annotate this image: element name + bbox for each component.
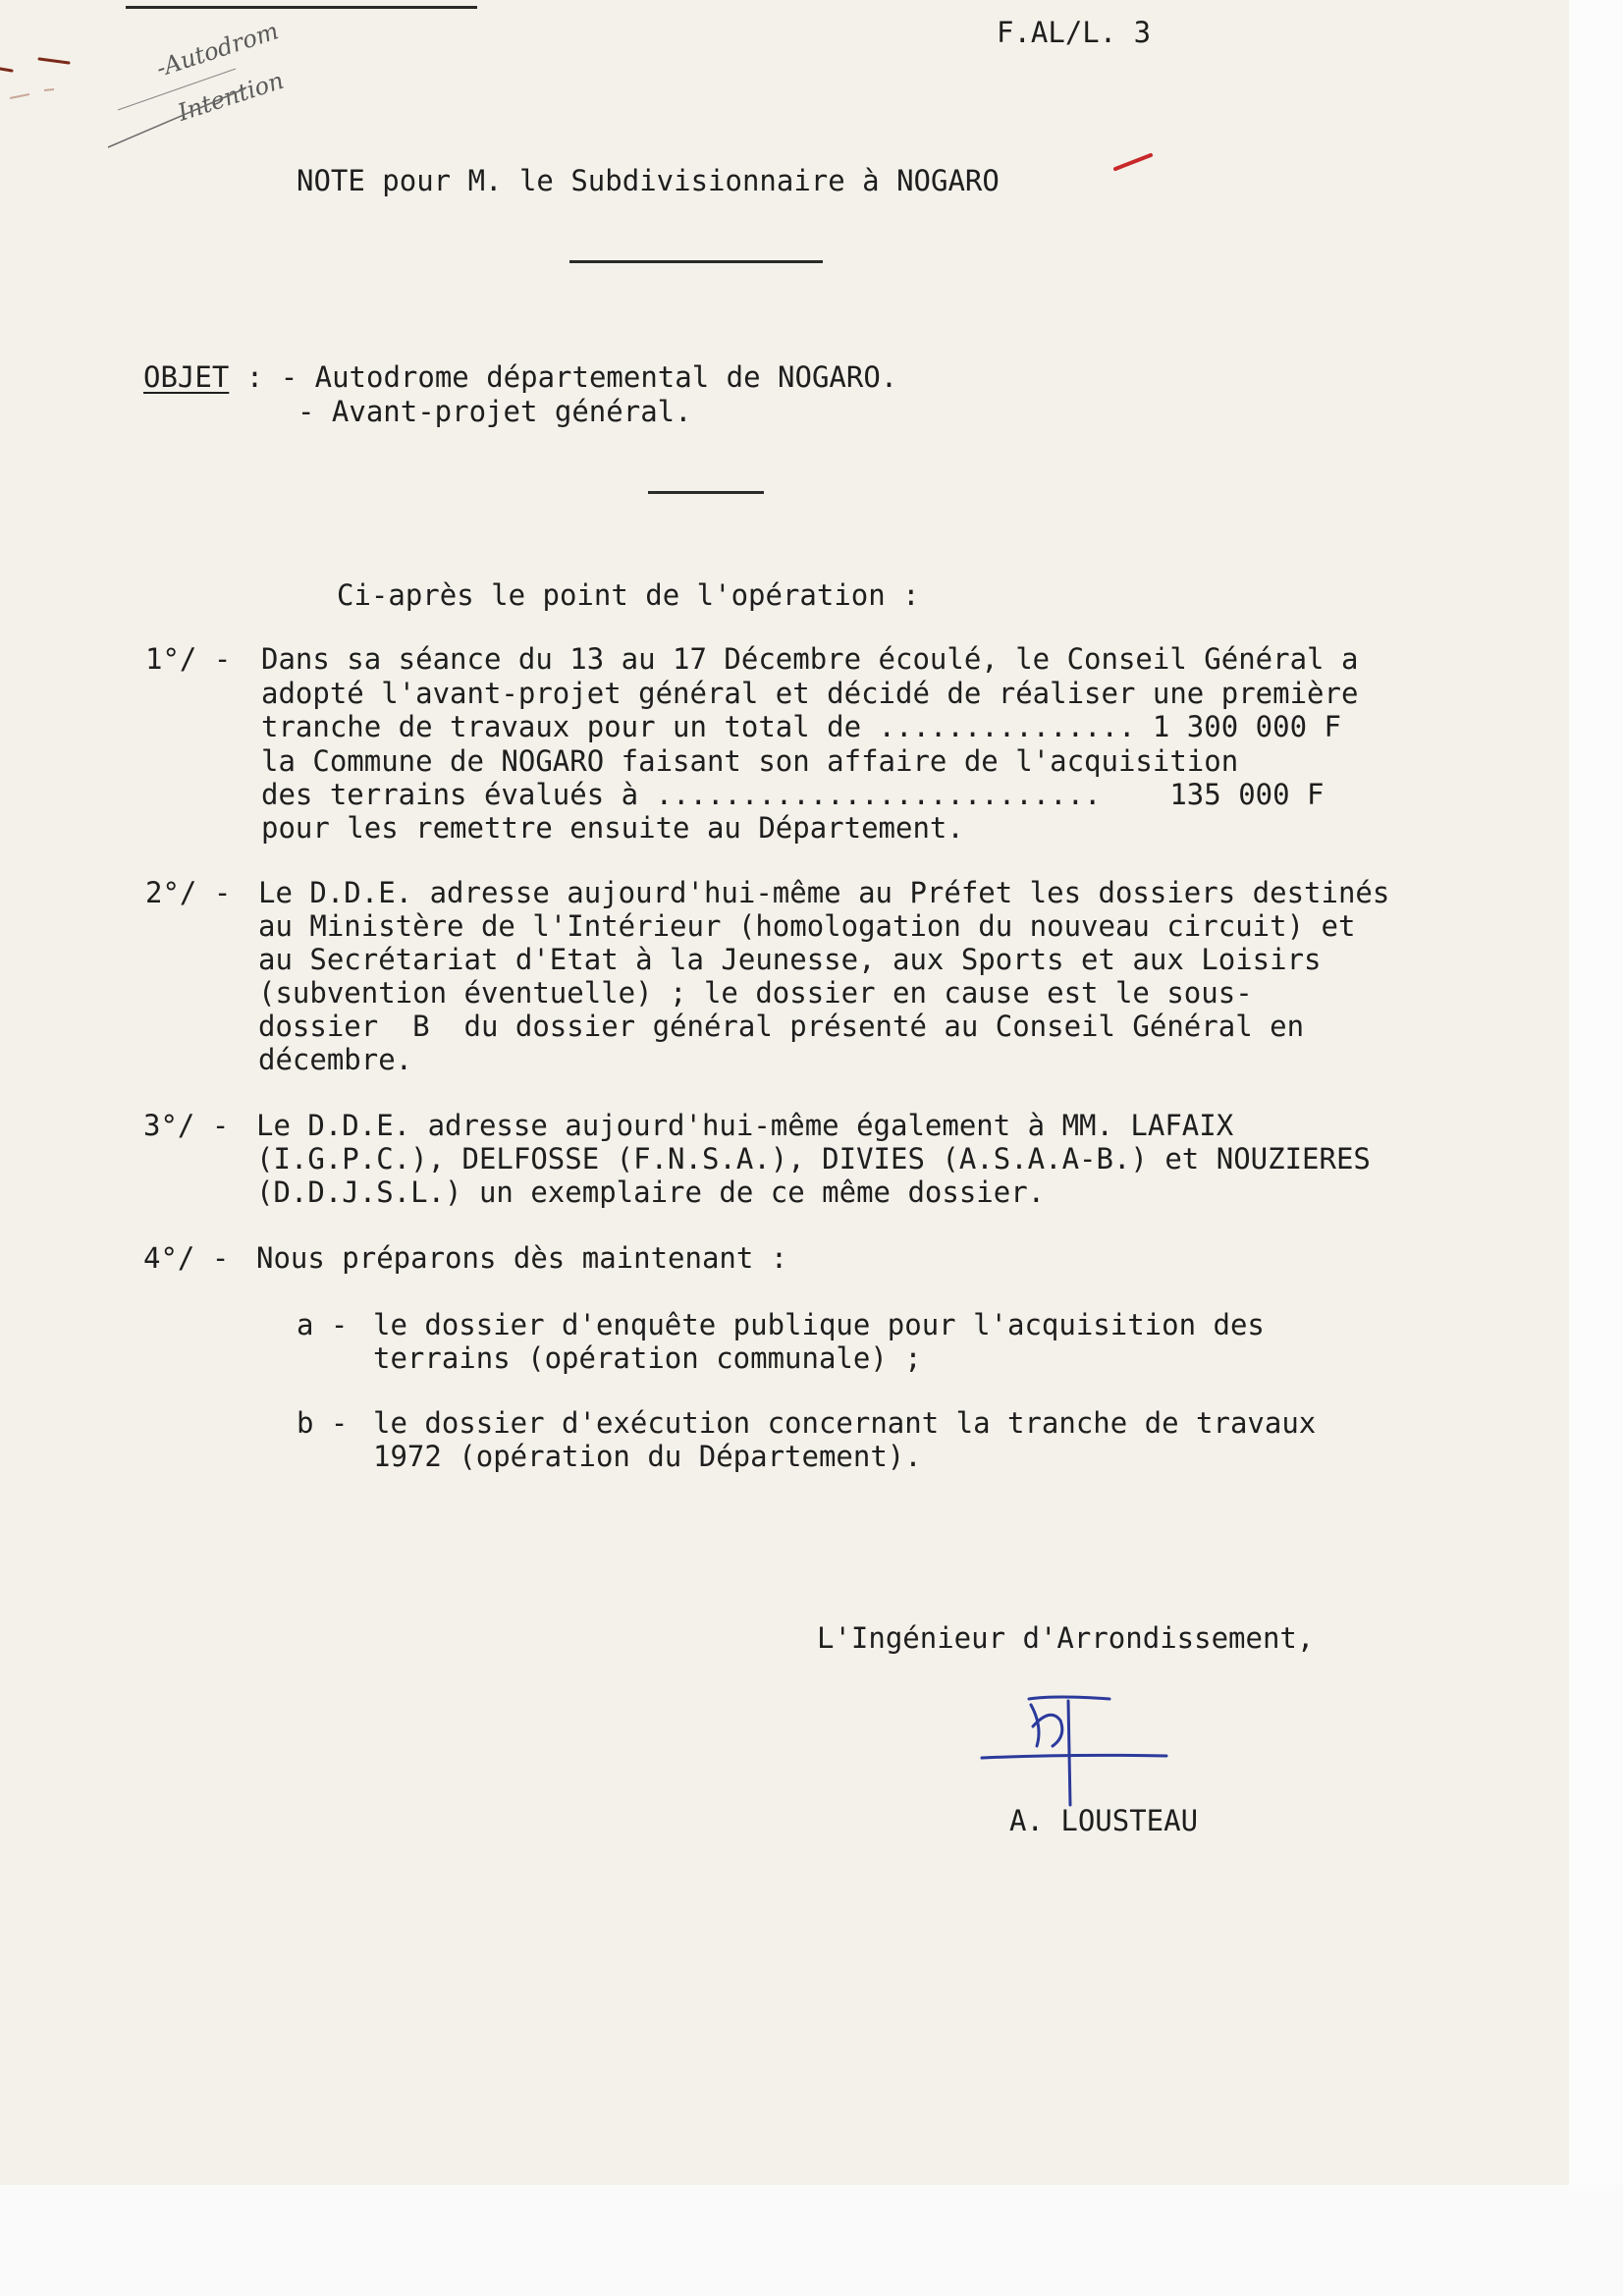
objet-block	[143, 361, 897, 394]
section-3-line: Le D.D.E. adresse aujourd'hui-même également à MM. LAFAIX	[256, 1109, 1234, 1142]
section-4-line: Nous préparons dès maintenant :	[256, 1241, 788, 1275]
objet-separator: :	[229, 360, 281, 394]
section-2-line: dossier B du dossier général présenté au Conseil Général en	[258, 1010, 1305, 1043]
subitem-b-line: le dossier d'exécution concernant la tranche de travaux	[373, 1406, 1317, 1440]
section-3-number: 3°/ -	[143, 1109, 230, 1142]
objet-line-1: - Autodrome départemental de NOGARO.	[280, 360, 898, 394]
signatory-name: A. LOUSTEAU	[1009, 1804, 1199, 1837]
pencil-strokes	[0, 29, 255, 187]
section-2-line: décembre.	[258, 1043, 413, 1076]
objet-rule	[648, 491, 764, 494]
section-1-line: Dans sa séance du 13 au 17 Décembre écoulé, le Conseil Général a	[261, 642, 1359, 676]
subitem-a-line: le dossier d'enquête publique pour l'acquisition des	[373, 1308, 1265, 1341]
subitem-a-line: terrains (opération communale) ;	[373, 1341, 922, 1375]
red-mark	[1109, 147, 1159, 177]
subitem-b-line: 1972 (opération du Département).	[373, 1440, 922, 1473]
top-rule	[126, 6, 477, 9]
page-margin-bottom	[0, 2185, 1623, 2296]
handwritten-note-line1: -Autodrom	[152, 17, 283, 82]
section-1-number: 1°/ -	[145, 642, 232, 676]
intro-line: Ci-après le point de l'opération :	[337, 578, 920, 612]
section-1-line: des terrains évalués à .......................... 135 000 F	[261, 778, 1325, 811]
section-1-line: pour les remettre ensuite au Département.	[261, 811, 964, 845]
objet-label: OBJET	[143, 360, 230, 394]
section-2-line: au Secrétariat d'Etat à la Jeunesse, aux Sports et aux Loisirs	[258, 943, 1322, 976]
objet-line-2: - Avant-projet général.	[298, 395, 692, 428]
section-1-line: adopté l'avant-projet général et décidé de réaliser une première	[261, 677, 1359, 710]
title-rule	[569, 260, 823, 263]
section-1-line: la Commune de NOGARO faisant son affaire de l'acquisition	[261, 744, 1239, 778]
handwritten-note-line2: Intention	[174, 66, 288, 127]
objet-line-2-wrap	[298, 396, 692, 428]
section-2-line: au Ministère de l'Intérieur (homologation du nouveau circuit) et	[258, 909, 1356, 943]
section-3-line: (I.G.P.C.), DELFOSSE (F.N.S.A.), DIVIES (A.S.A.A-B.) et NOUZIERES	[256, 1142, 1371, 1175]
section-2-line: (subvention éventuelle) ; le dossier en cause est le sous-	[258, 976, 1253, 1010]
subitem-a-letter: a -	[297, 1308, 349, 1341]
subitem-b-letter: b -	[297, 1406, 349, 1440]
page-margin-right	[1569, 0, 1623, 2296]
document-title: NOTE pour M. le Subdivisionnaire à NOGARO	[297, 164, 1000, 197]
signature-title: L'Ingénieur d'Arrondissement,	[817, 1621, 1315, 1655]
section-2-line: Le D.D.E. adresse aujourd'hui-même au Préfet les dossiers destinés	[258, 876, 1390, 909]
section-1-line: tranche de travaux pour un total de ............... 1 300 000 F	[261, 710, 1341, 743]
section-3-line: (D.D.J.S.L.) un exemplaire de ce même dossier.	[256, 1175, 1046, 1209]
section-2-number: 2°/ -	[145, 876, 232, 909]
section-4-number: 4°/ -	[143, 1241, 230, 1275]
reference-code: F.AL/L. 3	[997, 16, 1152, 49]
